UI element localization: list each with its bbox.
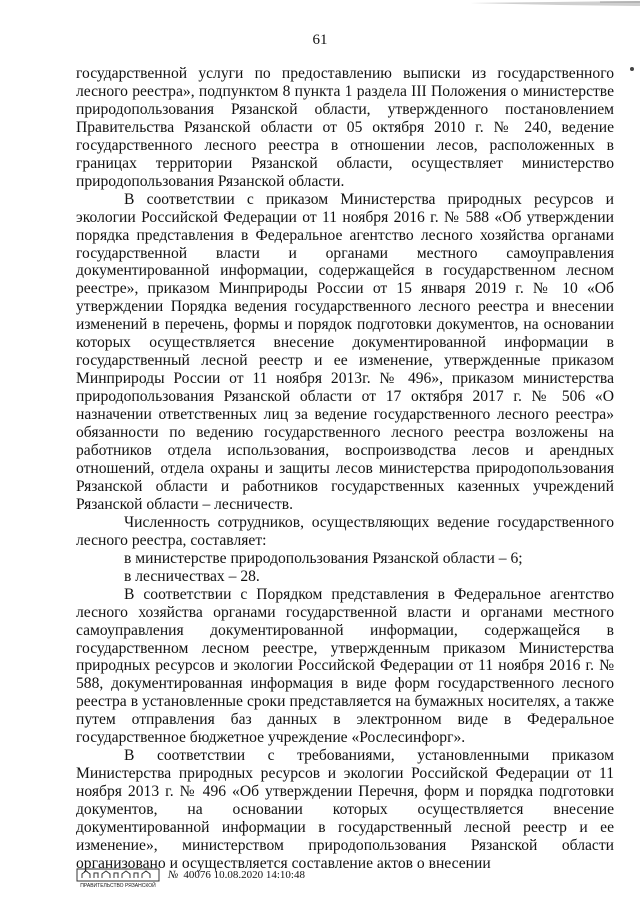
paragraph: В соответствии с приказом Министерства природных ресурсов и экологии Российской Федерации от 11 ноября 2016 г. № 588 «Об утверждении порядка представления в Федеральное агентство лесного хозяйства органами государственной власти и органами местного самоуправления документированной информации, содержащейся в государственном лесном реестре», приказом Минприроды России от 15 января 2019 г. № 10 «Об утверждении Порядка ведения государственного лесного реестра и внесении изменений в перечень, формы и порядок подготовки документов, на основании которых осуществляется внесение документированной информации в государственный лесной реестр и ее изменение, утвержденные приказом Минприроды России от 11 ноября 2013г. № 496», приказом министерства природопользования Рязанской области от 17 октября 2017 г. № 506 «О назначении ответственных лиц за ведение государственного лесного реестра» обязанности по ведению государственного лесного реестра возложены на работников отдела использования, воспроизводства лесов и арендных отношений, отдела охраны и защиты лесов министерства природопользования Рязанской области и работников государственных казенных учреждений Рязанской области – лесничеств.: [76, 190, 614, 513]
page-number: 61: [312, 32, 328, 48]
margin-mark: [628, 60, 636, 78]
stamp-caption: ПРАВИТЕЛЬСТВО РЯЗАНСКОЙ: [80, 883, 156, 889]
paragraph: В соответствии с требованиями, установленными приказом Министерства природных ресурсов и экологии Российской Федерации от 11 ноября 2013 г. № 496 «Об утверждении Перечня, форм и порядка подготовки документов, на основании которых осуществляется внесение документированной информации в государственный лесной реестр и ее изменение», министерством природопользования Рязанской области организовано и осуществляется составление актов о внесении: [76, 747, 614, 872]
staff-list-item: в лесничествах – 28.: [124, 567, 260, 585]
paragraph: Численность сотрудников, осуществляющих ведение государственного лесного реестра, составляет:: [76, 513, 614, 549]
registration-stamp: [76, 868, 160, 888]
paragraph: государственной услуги по предоставлению выписки из государственного лесного реестра», подпунктом 8 пункта 1 раздела III Положения о министерстве природопользования Рязанской области, утвержденного постановлением Правительства Рязанской области от 05 октября 2010 г. № 240, ведение государственного лесного реестра в отношении лесов, расположенных в границах территории Рязанской области, осуществляет министерство природопользования Рязанской области.: [76, 65, 614, 190]
registration-line: [168, 868, 305, 882]
paragraph: В соответствии с Порядком представления в Федеральное агентство лесного хозяйства органами государственной власти и органами местного самоуправления документированной информации, содержащейся в государственном лесном реестре, утвержденным приказом Министерства природных ресурсов и экологии Российской Федерации от 11 ноября 2016 г. № 588, документированная информация в виде форм государственного лесного реестра в установленные сроки представляется на бумажных носителях, а также путем отправления баз данных в электронном виде в Федеральное государственное бюджетное учреждение «Рослесинфорг».: [76, 585, 614, 747]
edge-scan-artifact: [0, 0, 640, 14]
staff-list-item: в министерстве природопользования Рязанской области – 6;: [124, 549, 523, 567]
document-footer: [76, 866, 376, 892]
document-body: [76, 65, 614, 873]
registration-number-date: 40076 10.08.2020 14:10:48: [183, 869, 305, 881]
number-sign: №: [168, 869, 179, 881]
